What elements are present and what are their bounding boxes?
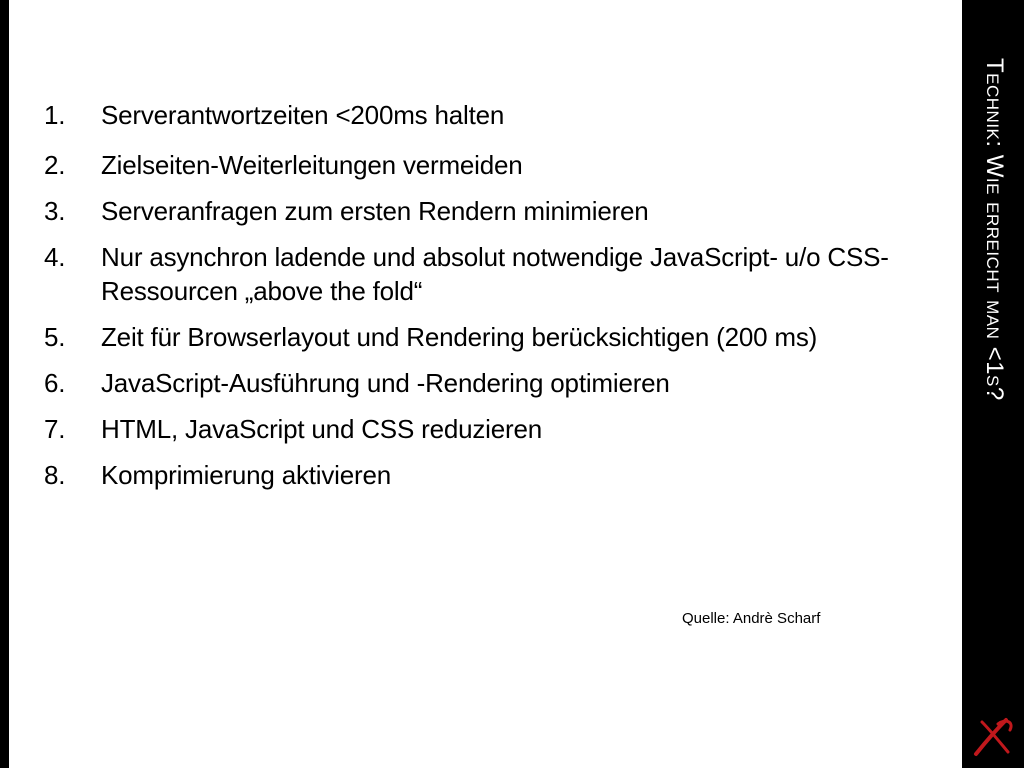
list-item-text: JavaScript-Ausführung und -Rendering optimieren (101, 368, 670, 398)
list-item-text: HTML, JavaScript und CSS reduzieren (101, 414, 542, 444)
list-item-text: Zielseiten-Weiterleitungen vermeiden (101, 150, 523, 180)
list-item (44, 320, 944, 354)
list-item (44, 458, 944, 492)
list-item (44, 412, 944, 446)
list-item-text: Zeit für Browserlayout und Rendering berücksichtigen (200 ms) (101, 322, 818, 352)
list-item-number: 3. (44, 196, 66, 226)
list-item-number: 7. (44, 414, 66, 444)
list-item-number: 5. (44, 322, 66, 352)
list-item-number: 8. (44, 460, 66, 490)
list-item-number: 1. (44, 100, 66, 130)
list-item (44, 240, 944, 308)
list-item-number: 4. (44, 242, 66, 272)
list-item (44, 148, 944, 182)
list-item (44, 98, 944, 132)
title-sidebar (962, 0, 1024, 768)
list-item-text: Komprimierung aktivieren (101, 460, 391, 490)
list-item-text: Nur asynchron ladende und absolut notwendige JavaScript- u/o CSS-Ressourcen „above the fold“ (101, 242, 889, 306)
slide-title: Technik: Wie erreicht man <1s? (981, 58, 1008, 401)
list-item-text: Serveranfragen zum ersten Rendern minimieren (101, 196, 649, 226)
numbered-list (44, 98, 944, 504)
list-item-number: 2. (44, 150, 66, 180)
source-credit: Quelle: Andrè Scharf (682, 610, 821, 627)
list-item-number: 6. (44, 368, 66, 398)
brand-logo-icon (972, 714, 1016, 760)
list-item (44, 366, 944, 400)
list-item-text: Serverantwortzeiten <200ms halten (101, 100, 505, 130)
list-item (44, 194, 944, 228)
